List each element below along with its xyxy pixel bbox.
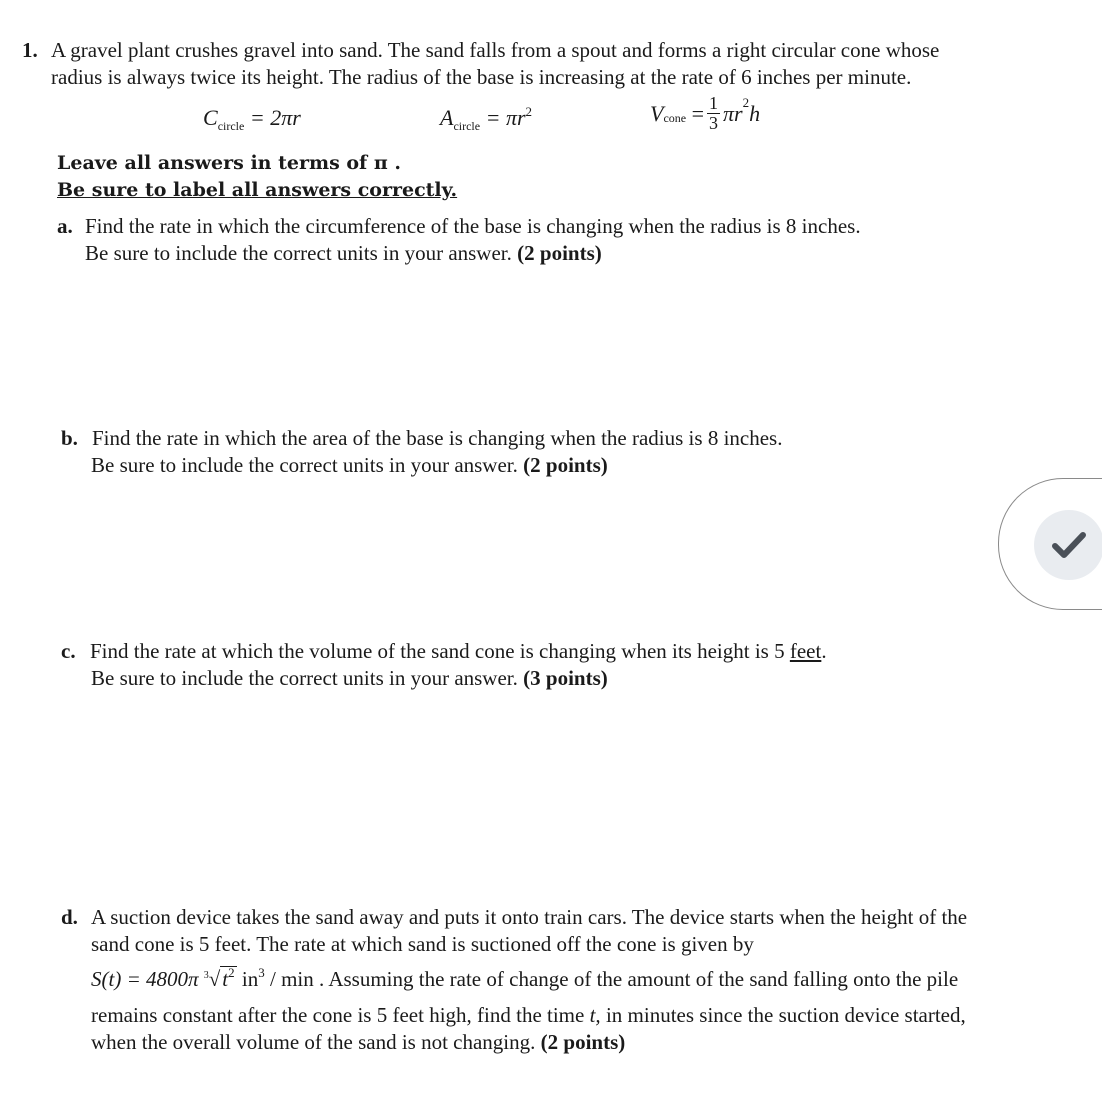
- cube-root: $^3√t^2$: [203, 965, 235, 991]
- instruction-pi: Leave all answers in terms of π .: [57, 152, 401, 174]
- checkmark-icon: [1051, 529, 1087, 561]
- part-c-line-2: Be sure to include the correct units in your answer. (3 points): [91, 666, 608, 690]
- part-a-line-1: Find the rate in which the circumference of the base is changing when the radius is 8 inches.: [85, 214, 861, 238]
- check-button[interactable]: [1034, 510, 1102, 580]
- part-d-line-2: sand cone is 5 feet. The rate at which sand is suctioned off the cone is given by: [91, 932, 754, 956]
- part-b-line-2: Be sure to include the correct units in your answer. (2 points): [91, 453, 608, 477]
- part-d-line-3: S(t) = 4800π $^3√t^2$ $in^3$ / min . Assuming the rate of change of the amount of the sand falling onto the pile: [91, 966, 958, 997]
- part-d-letter: d.: [61, 905, 78, 929]
- problem-line-2: radius is always twice its height. The radius of the base is increasing at the rate of 6 inches per minute.: [51, 65, 912, 89]
- part-b-letter: b.: [61, 426, 78, 450]
- formula-volume: $V_{cone}$ = $\frac{1}{3}$ $\pi r^2h$: [650, 93, 761, 133]
- part-d-line-5: when the overall volume of the sand is not changing. (2 points): [91, 1030, 626, 1054]
- part-b-line-1: Find the rate in which the area of the base is changing when the radius is 8 inches.: [92, 426, 783, 450]
- formula-circumference: $C_{circle} = 2\pi r$: [203, 105, 301, 133]
- formula-area: $A_{circle} = \pi r^2$: [440, 104, 533, 133]
- part-d-line-1: A suction device takes the sand away and puts it onto train cars. The device starts when the height of the: [91, 905, 968, 929]
- part-a-line-2: Be sure to include the correct units in your answer. (2 points): [85, 241, 602, 265]
- instruction-label: Be sure to label all answers correctly.: [57, 179, 458, 201]
- part-a-letter: a.: [57, 214, 73, 238]
- part-c-letter: c.: [61, 639, 76, 663]
- part-d-line-4: remains constant after the cone is 5 feet high, find the time t, in minutes since the suction device started,: [91, 1003, 966, 1027]
- problem-line-1: A gravel plant crushes gravel into sand. The sand falls from a spout and forms a right circular cone whose: [51, 38, 940, 62]
- problem-number: 1.: [22, 38, 38, 62]
- part-c-line-1: Find the rate at which the volume of the sand cone is changing when its height is 5 feet.: [90, 639, 827, 663]
